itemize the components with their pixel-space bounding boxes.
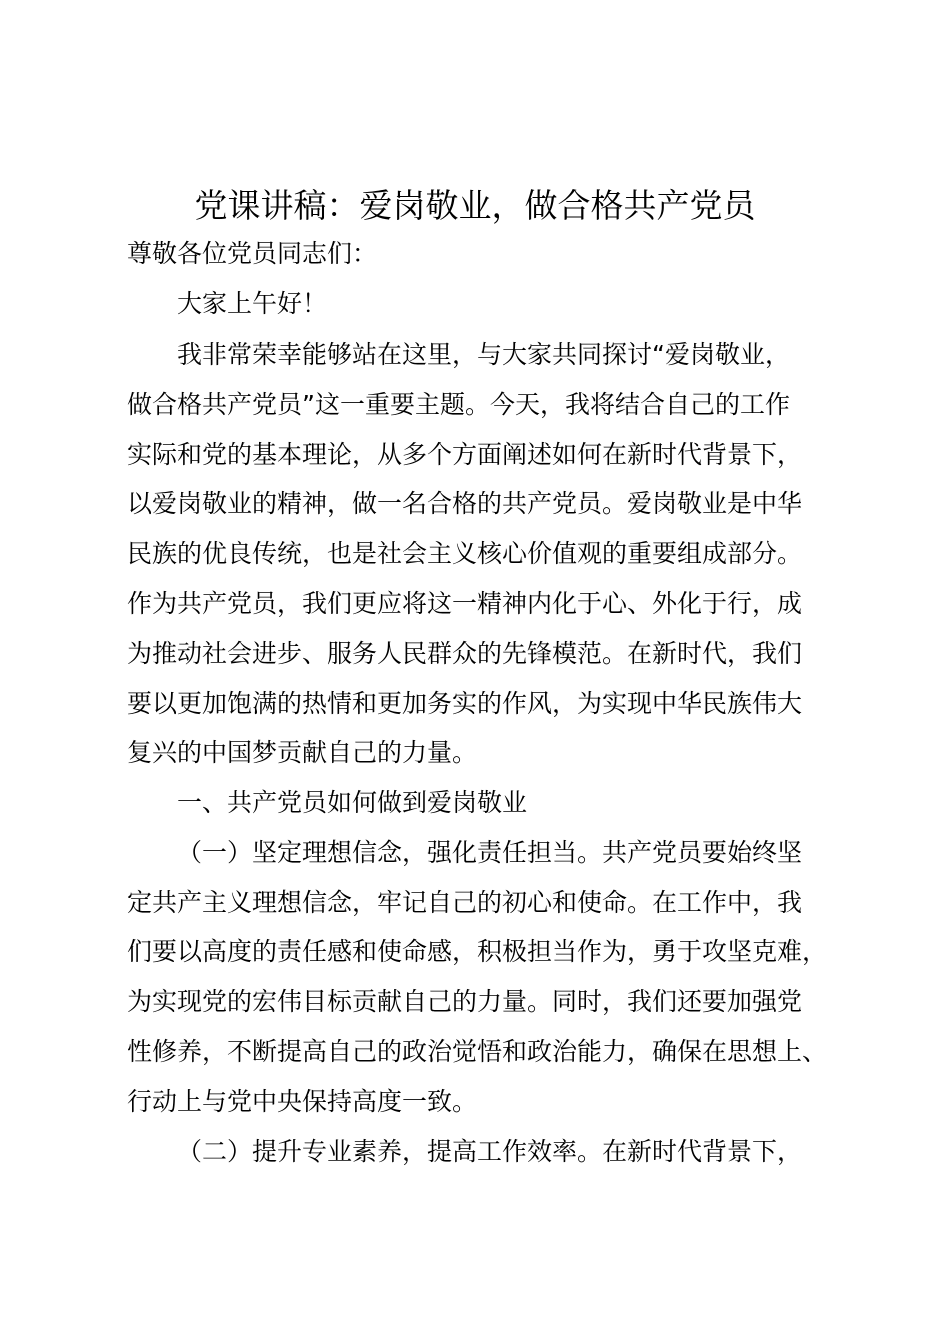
- paragraph-line: 以爱岗敬业的精神，做一名合格的共产党员。爱岗敬业是中华: [127, 489, 803, 518]
- paragraph-line: 做合格共产党员”这一重要主题。今天，我将结合自己的工作: [127, 390, 790, 419]
- paragraph-line: 实际和党的基本理论，从多个方面阐述如何在新时代背景下，: [127, 440, 803, 469]
- salutation-line: 大家上午好！: [177, 289, 328, 318]
- section-heading: 一、共产党员如何做到爱岗敬业: [177, 788, 528, 817]
- paragraph-line: 我非常荣幸能够站在这里，与大家共同探讨“爱岗敬业，: [177, 340, 790, 369]
- paragraph-line: 要以更加饱满的热情和更加务实的作风，为实现中华民族伟大: [127, 689, 803, 718]
- paragraph-line: 们要以高度的责任感和使命感，积极担当作为，勇于攻坚克难，: [127, 937, 828, 966]
- paragraph-line: 作为共产党员，我们更应将这一精神内化于心、外化于行，成: [127, 589, 803, 618]
- greeting-line: 尊敬各位党员同志们：: [127, 239, 378, 268]
- paragraph-line: 性修养，不断提高自己的政治觉悟和政治能力，确保在思想上、: [127, 1037, 828, 1066]
- paragraph-line: 复兴的中国梦贡献自己的力量。: [127, 738, 478, 767]
- paragraph-line: 为推动社会进步、服务人民群众的先锋模范。在新时代，我们: [127, 639, 803, 668]
- paragraph-line: 民族的优良传统，也是社会主义核心价值观的重要组成部分。: [127, 539, 803, 568]
- document-title: 党课讲稿：爱岗敬业，做合格共产党员: [194, 186, 756, 225]
- paragraph-line: （一）坚定理想信念，强化责任担当。共产党员要始终坚: [177, 838, 803, 867]
- paragraph-line: （二）提升专业素养，提高工作效率。在新时代背景下，: [177, 1137, 803, 1166]
- paragraph-line: 行动上与党中央保持高度一致。: [127, 1087, 478, 1116]
- paragraph-line: 为实现党的宏伟目标贡献自己的力量。同时，我们还要加强党: [127, 987, 803, 1016]
- paragraph-line: 定共产主义理想信念，牢记自己的初心和使命。在工作中，我: [127, 888, 803, 917]
